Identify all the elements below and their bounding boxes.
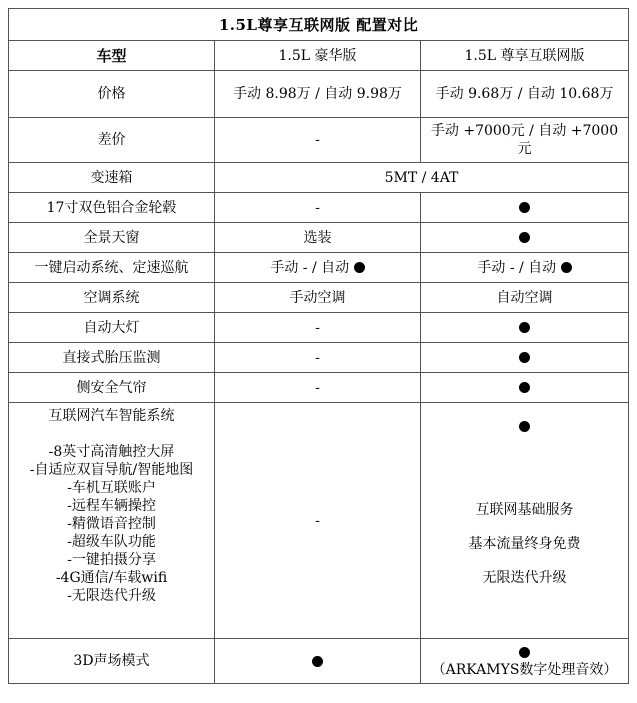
filled-dot-icon [519, 352, 530, 363]
col1-value: 选装 [215, 223, 421, 253]
feature-item: -自适应双盲导航/智能地图 [29, 462, 194, 478]
col2-value [421, 313, 629, 343]
table-title: 1.5L尊享互联网版 配置对比 [9, 9, 629, 41]
header-row [9, 41, 629, 71]
col1-value: - [215, 373, 421, 403]
col2-value [421, 343, 629, 373]
table-row [9, 193, 629, 223]
row-label: 价格 [9, 71, 215, 118]
col1-value: 手动 - / 自动 [215, 253, 421, 283]
col2-value [421, 403, 629, 639]
filled-dot-icon [354, 262, 365, 273]
config-comparison-table [8, 8, 629, 684]
feature-item: -8英寸高清触控大屏 [48, 444, 175, 460]
col1-value: - [215, 313, 421, 343]
feature-item: -无限迭代升级 [67, 588, 156, 604]
row-label: 一键启动系统、定速巡航 [9, 253, 215, 283]
row-label: 空调系统 [9, 283, 215, 313]
filled-dot-icon [519, 322, 530, 333]
table-row [9, 163, 629, 193]
table-row [9, 71, 629, 118]
filled-dot-icon [519, 647, 530, 658]
table-row [9, 118, 629, 163]
table-row [9, 253, 629, 283]
table-row [9, 343, 629, 373]
filled-dot-icon [519, 232, 530, 243]
table-row [9, 639, 629, 684]
row-label: 3D声场模式 [9, 639, 215, 684]
col1-value: - [215, 403, 421, 639]
internet-services-list [427, 501, 622, 587]
row-label: 直接式胎压监测 [9, 343, 215, 373]
feature-item: -一键拍摄分享 [67, 552, 156, 568]
col1-value: 手动 8.98万 / 自动 9.98万 [215, 71, 421, 118]
col2-value [421, 223, 629, 253]
filled-dot-icon [519, 421, 530, 432]
table-row [9, 313, 629, 343]
row-label: 17寸双色铝合金轮毂 [9, 193, 215, 223]
col2-value [421, 193, 629, 223]
internet-system-label [9, 403, 215, 639]
col1-value: 手动空调 [215, 283, 421, 313]
table-title-row [9, 9, 629, 41]
filled-dot-icon [312, 656, 323, 667]
feature-item: -车机互联账户 [67, 480, 156, 496]
col2-value: 手动 +7000元 / 自动 +7000元 [421, 118, 629, 163]
col2-value: 手动 - / 自动 [421, 253, 629, 283]
filled-dot-icon [519, 202, 530, 213]
col2-value: （ARKAMYS数字处理音效） [421, 639, 629, 684]
row-label: 变速箱 [9, 163, 215, 193]
col2-value [421, 373, 629, 403]
model-header: 车型 [9, 41, 215, 71]
col1-value: - [215, 193, 421, 223]
service-item: 互联网基础服务 [475, 502, 574, 518]
internet-system-row [9, 403, 629, 639]
merged-value: 5MT / 4AT [215, 163, 629, 193]
internet-system-title: 互联网汽车智能系统 [48, 408, 175, 424]
table-row [9, 283, 629, 313]
col2-value: 自动空调 [421, 283, 629, 313]
col1-value [215, 639, 421, 684]
row-label: 差价 [9, 118, 215, 163]
service-item: 基本流量终身免费 [468, 536, 581, 552]
row-label: 全景天窗 [9, 223, 215, 253]
service-item: 无限迭代升级 [482, 570, 567, 586]
feature-item: -超级车队功能 [67, 534, 156, 550]
feature-item: -远程车辆操控 [67, 498, 156, 514]
feature-item: -4G通信/车载wifi [55, 570, 168, 586]
row-label: 自动大灯 [9, 313, 215, 343]
table-row [9, 223, 629, 253]
feature-item: -精微语音控制 [67, 516, 156, 532]
table-row [9, 373, 629, 403]
filled-dot-icon [561, 262, 572, 273]
filled-dot-icon [519, 382, 530, 393]
row-label: 侧安全气帘 [9, 373, 215, 403]
col1-header: 1.5L 豪华版 [215, 41, 421, 71]
col2-header: 1.5L 尊享互联网版 [421, 41, 629, 71]
col2-value: 手动 9.68万 / 自动 10.68万 [421, 71, 629, 118]
col1-value: - [215, 118, 421, 163]
col1-value: - [215, 343, 421, 373]
